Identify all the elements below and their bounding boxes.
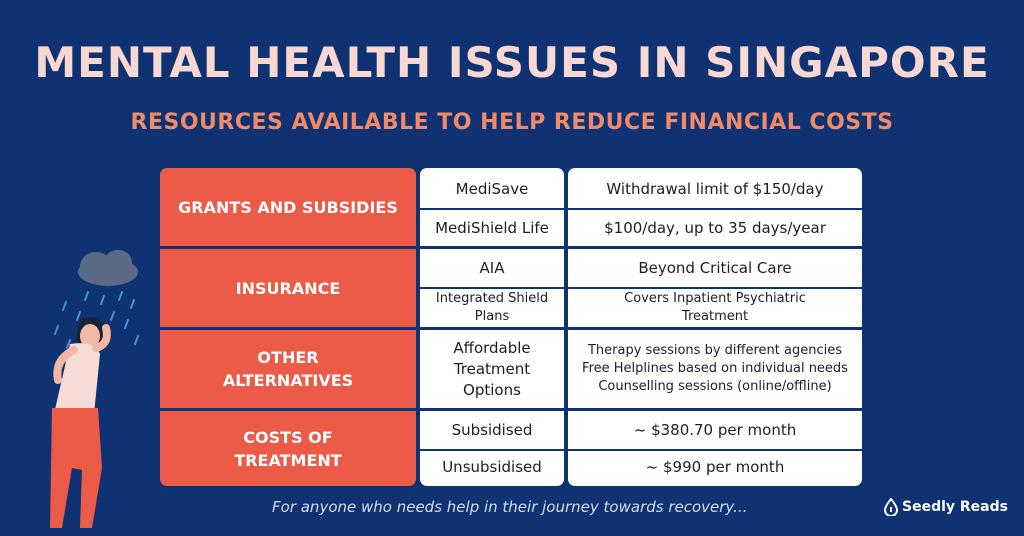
option-subsidised: Subsidised: [451, 420, 533, 439]
option-integrated-shield: Integrated Shield Plans: [435, 291, 549, 324]
logo-text: Seedly Reads: [902, 499, 1008, 515]
option-medisave: MediSave: [455, 179, 529, 198]
detail-medisave: Withdrawal limit of $150/day: [606, 179, 824, 198]
detail-subsidised: ~ $380.70 per month: [633, 420, 797, 439]
category-insurance: INSURANCE: [235, 278, 341, 298]
detail-line: Free Helplines based on individual needs: [582, 361, 848, 376]
detail-medishield: $100/day, up to 35 days/year: [604, 218, 826, 237]
option-unsubsidised: Unsubsidised: [442, 458, 542, 476]
category-grants: GRANTS AND SUBSIDIES: [178, 197, 398, 217]
option-affordable: Affordable Treatment Options: [453, 338, 531, 399]
detail-unsubsidised: ~ $990 per month: [645, 458, 785, 476]
option-aia: AIA: [479, 258, 505, 277]
seedly-drop-icon: [884, 498, 898, 516]
page-title: MENTAL HEALTH ISSUES IN SINGAPORE: [34, 38, 990, 87]
footer-text: For anyone who needs help in their journey towards recovery...: [272, 498, 748, 516]
sad-person-rain-cloud-icon: [18, 240, 158, 530]
rain-cloud-icon: [78, 250, 138, 286]
option-column: [420, 168, 564, 486]
seedly-reads-logo: [884, 498, 1008, 516]
detail-integrated-shield: Covers Inpatient Psychiatric Treatment: [624, 291, 806, 324]
detail-column: [568, 168, 862, 486]
person-icon: [50, 317, 107, 528]
detail-affordable: [568, 330, 862, 408]
detail-line: Counselling sessions (online/offline): [598, 379, 832, 394]
category-other: OTHER ALTERNATIVES: [222, 348, 354, 390]
category-column: [160, 168, 416, 486]
page-subtitle: RESOURCES AVAILABLE TO HELP REDUCE FINANCIAL COSTS: [130, 110, 894, 135]
option-medishield: MediShield Life: [435, 218, 549, 237]
category-costs: COSTS OF TREATMENT: [234, 427, 342, 470]
detail-line: Therapy sessions by different agencies: [587, 343, 842, 358]
detail-aia: Beyond Critical Care: [638, 258, 792, 277]
